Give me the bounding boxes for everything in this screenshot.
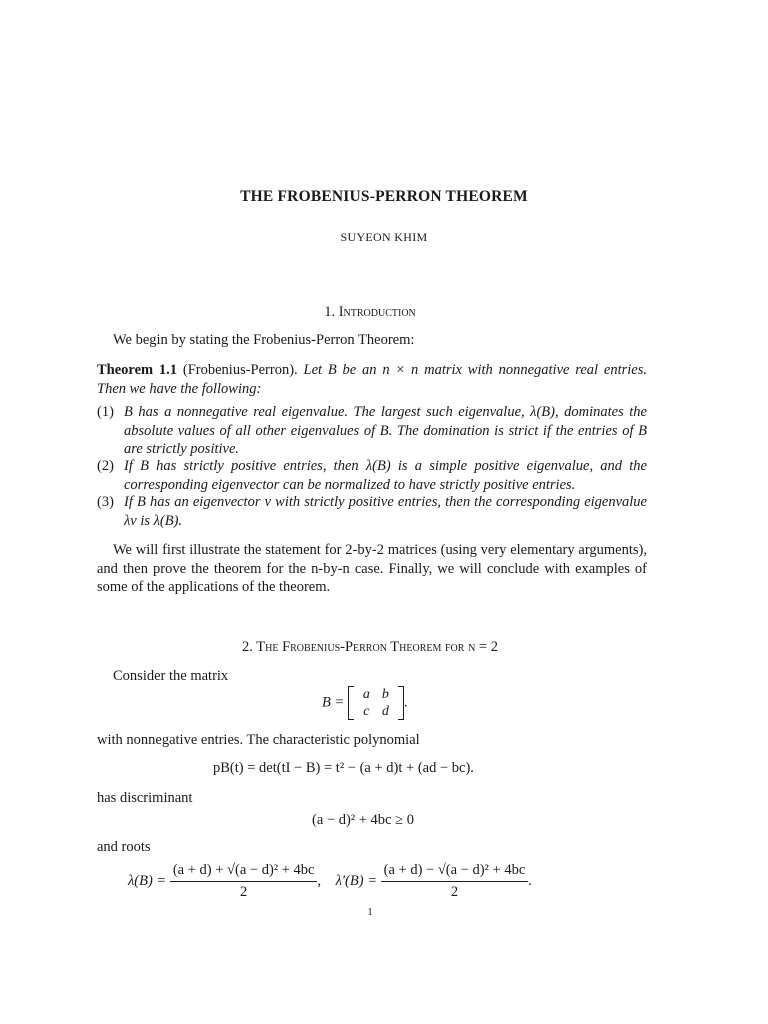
item-text: If B has an eigenvector v with strictly positive entries, then the corresponding eigenvalue λv is λ(B).	[124, 494, 647, 529]
matrix-entry: c	[363, 704, 370, 719]
theorem-label: Theorem 1.1	[97, 362, 178, 378]
theorem-block	[97, 361, 647, 398]
section-2-heading: 2. The Frobenius-Perron Theorem for n = 2	[242, 639, 498, 655]
discriminant-equation: (a − d)² + 4bc ≥ 0	[312, 812, 414, 828]
item-text: If B has strictly positive entries, then λ(B) is a simple positive eigenvalue, and the corresponding eigenvector can be normalized to have strictly positive entries.	[124, 458, 647, 493]
section-1-heading: 1. Introduction	[324, 304, 416, 320]
item-number: (2)	[97, 458, 114, 474]
matrix-entry: a	[362, 687, 370, 702]
consider-text	[97, 667, 647, 686]
has-discriminant-text: has discriminant	[97, 790, 193, 806]
intro-paragraph	[97, 331, 647, 350]
matrix-b	[348, 686, 404, 720]
root1-fraction	[170, 862, 318, 901]
overview-paragraph	[97, 541, 647, 597]
theorem-name: (Frobenius-Perron).	[182, 362, 298, 378]
root2-fraction	[381, 862, 529, 901]
root1-lhs: λ(B) =	[128, 872, 167, 889]
matrix-entry: d	[381, 704, 389, 719]
intro-text: We begin by stating the Frobenius-Perron Theorem:	[113, 332, 415, 348]
matrix-lhs: B =	[322, 694, 345, 711]
matrix-entry: b	[381, 687, 389, 702]
item-text: B has a nonnegative real eigenvalue. The largest such eigenvalue, λ(B), dominates the absolute values of all other eigenvalues of B. The domination is strict if the entries of B are strictly positive.	[124, 404, 647, 457]
item-number: (1)	[97, 404, 114, 420]
theorem-item-2	[97, 457, 647, 494]
after-matrix-text: with nonnegative entries. The characteristic polynomial	[97, 732, 420, 748]
author-name: SUYEON KHIM	[340, 230, 428, 244]
root2-lhs: λ′(B) =	[335, 872, 377, 889]
and-roots-text: and roots	[97, 839, 151, 855]
root2-numerator: (a + d) − √(a − d)² + 4bc	[381, 862, 529, 882]
characteristic-polynomial: pB(t) = det(tI − B) = t² − (a + d)t + (ad − bc).	[213, 760, 474, 776]
paper-title: THE FROBENIUS-PERRON THEOREM	[240, 188, 528, 205]
root1-denominator: 2	[240, 884, 248, 900]
item-number: (3)	[97, 494, 114, 510]
matrix-equation: B = a b c d .	[322, 687, 408, 719]
theorem-item-3	[97, 493, 647, 530]
consider-label: Consider the matrix	[113, 668, 229, 684]
theorem-statement: Let B be an n × n matrix with nonnegative real entries. Then we have the following:	[97, 362, 648, 397]
theorem-item-1	[97, 403, 647, 459]
root2-denominator: 2	[450, 884, 459, 900]
roots-equation: λ(B) = $\frac{\text{(a + d) + √(a − d)² + 4bc}}{2}$ , λ′(B) = $\frac{\text{(a + d) − √(a − d)² + 4bc}}{2}$ .	[128, 862, 532, 900]
root1-numerator: (a + d) + √(a − d)² + 4bc	[170, 862, 318, 882]
overview-text: We will first illustrate the statement for 2-by-2 matrices (using very elementary arguments), and then prove the theorem for the n-by-n case. Finally, we will conclude with examples of some of the applications of the theorem.	[97, 542, 647, 595]
page-number: 1	[367, 906, 373, 918]
